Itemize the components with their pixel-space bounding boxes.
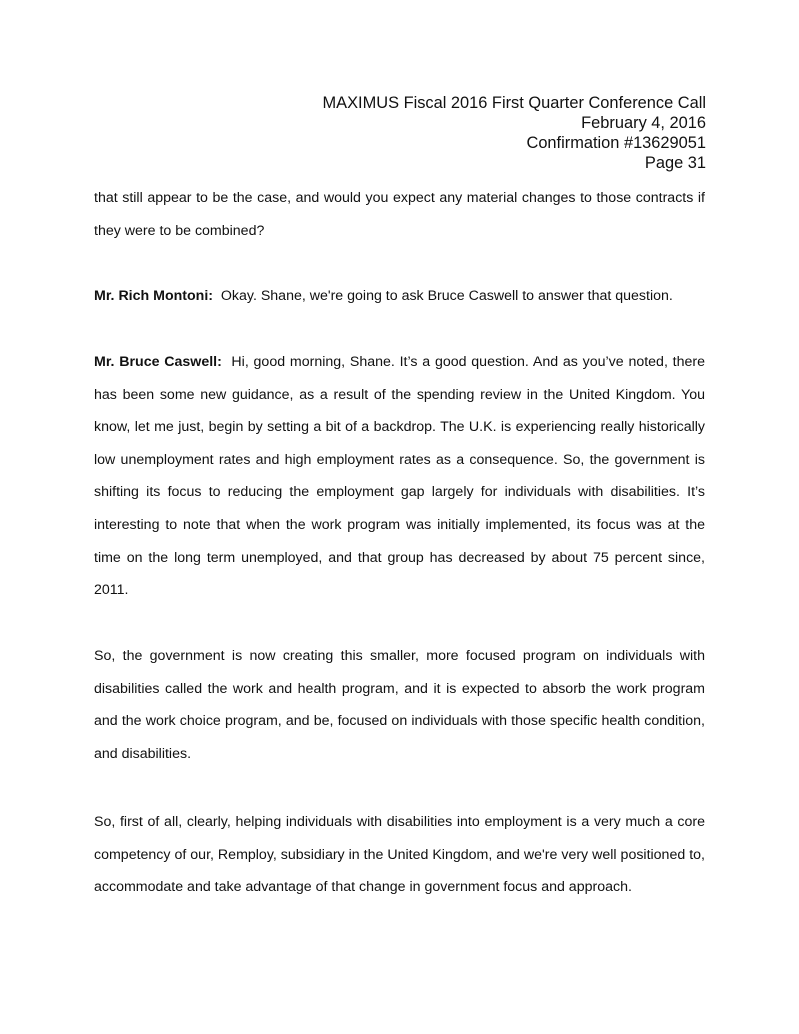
transcript-paragraph [94, 280, 705, 313]
transcript-paragraph [94, 806, 705, 904]
paragraph-text: that still appear to be the case, and would you expect any material changes to those contracts if they were to be combined? [94, 190, 705, 239]
paragraph-text: Hi, good morning, Shane. It’s a good question. And as you’ve noted, there has been some new guidance, as a result of the spending review in the United Kingdom. You know, let me just, begin by setting a bit of a backdrop. The U.K. is experiencing really historically low unemployment rates and high employment rates as a consequence. So, the government is shifting its focus to reducing the employment gap largely for individuals with disabilities. It’s interesting to note that when the work program was initially implemented, its focus was at the time on the long term unemployed, and that group has decreased by about 75 percent since, 2011. [94, 354, 706, 599]
speaker-name: Mr. Bruce Caswell: [94, 354, 222, 370]
transcript-paragraph [94, 640, 705, 770]
transcript-paragraph [94, 182, 705, 247]
speaker-name: Mr. Rich Montoni: [94, 288, 213, 304]
page-number: Page 31 [644, 154, 706, 172]
transcript-paragraph [94, 346, 705, 607]
document-title: MAXIMUS Fiscal 2016 First Quarter Conference Call [322, 94, 706, 112]
document-date: February 4, 2016 [581, 114, 706, 132]
paragraph-text: So, the government is now creating this smaller, more focused program on individuals with disabilities called the work and health program, and it is expected to absorb the work program and the work choice program, and be, focused on individuals with those specific health condition, and disabilities. [94, 648, 705, 762]
paragraph-text: So, first of all, clearly, helping individuals with disabilities into employment is a very much a core competency of our, Remploy, subsidiary in the United Kingdom, and we're very well positioned to, accommodate and take advantage of that change in government focus and approach. [94, 814, 705, 896]
paragraph-text: Okay. Shane, we're going to ask Bruce Caswell to answer that question. [220, 288, 673, 304]
page-header [323, 93, 706, 173]
confirmation-number: Confirmation #13629051 [526, 134, 706, 152]
